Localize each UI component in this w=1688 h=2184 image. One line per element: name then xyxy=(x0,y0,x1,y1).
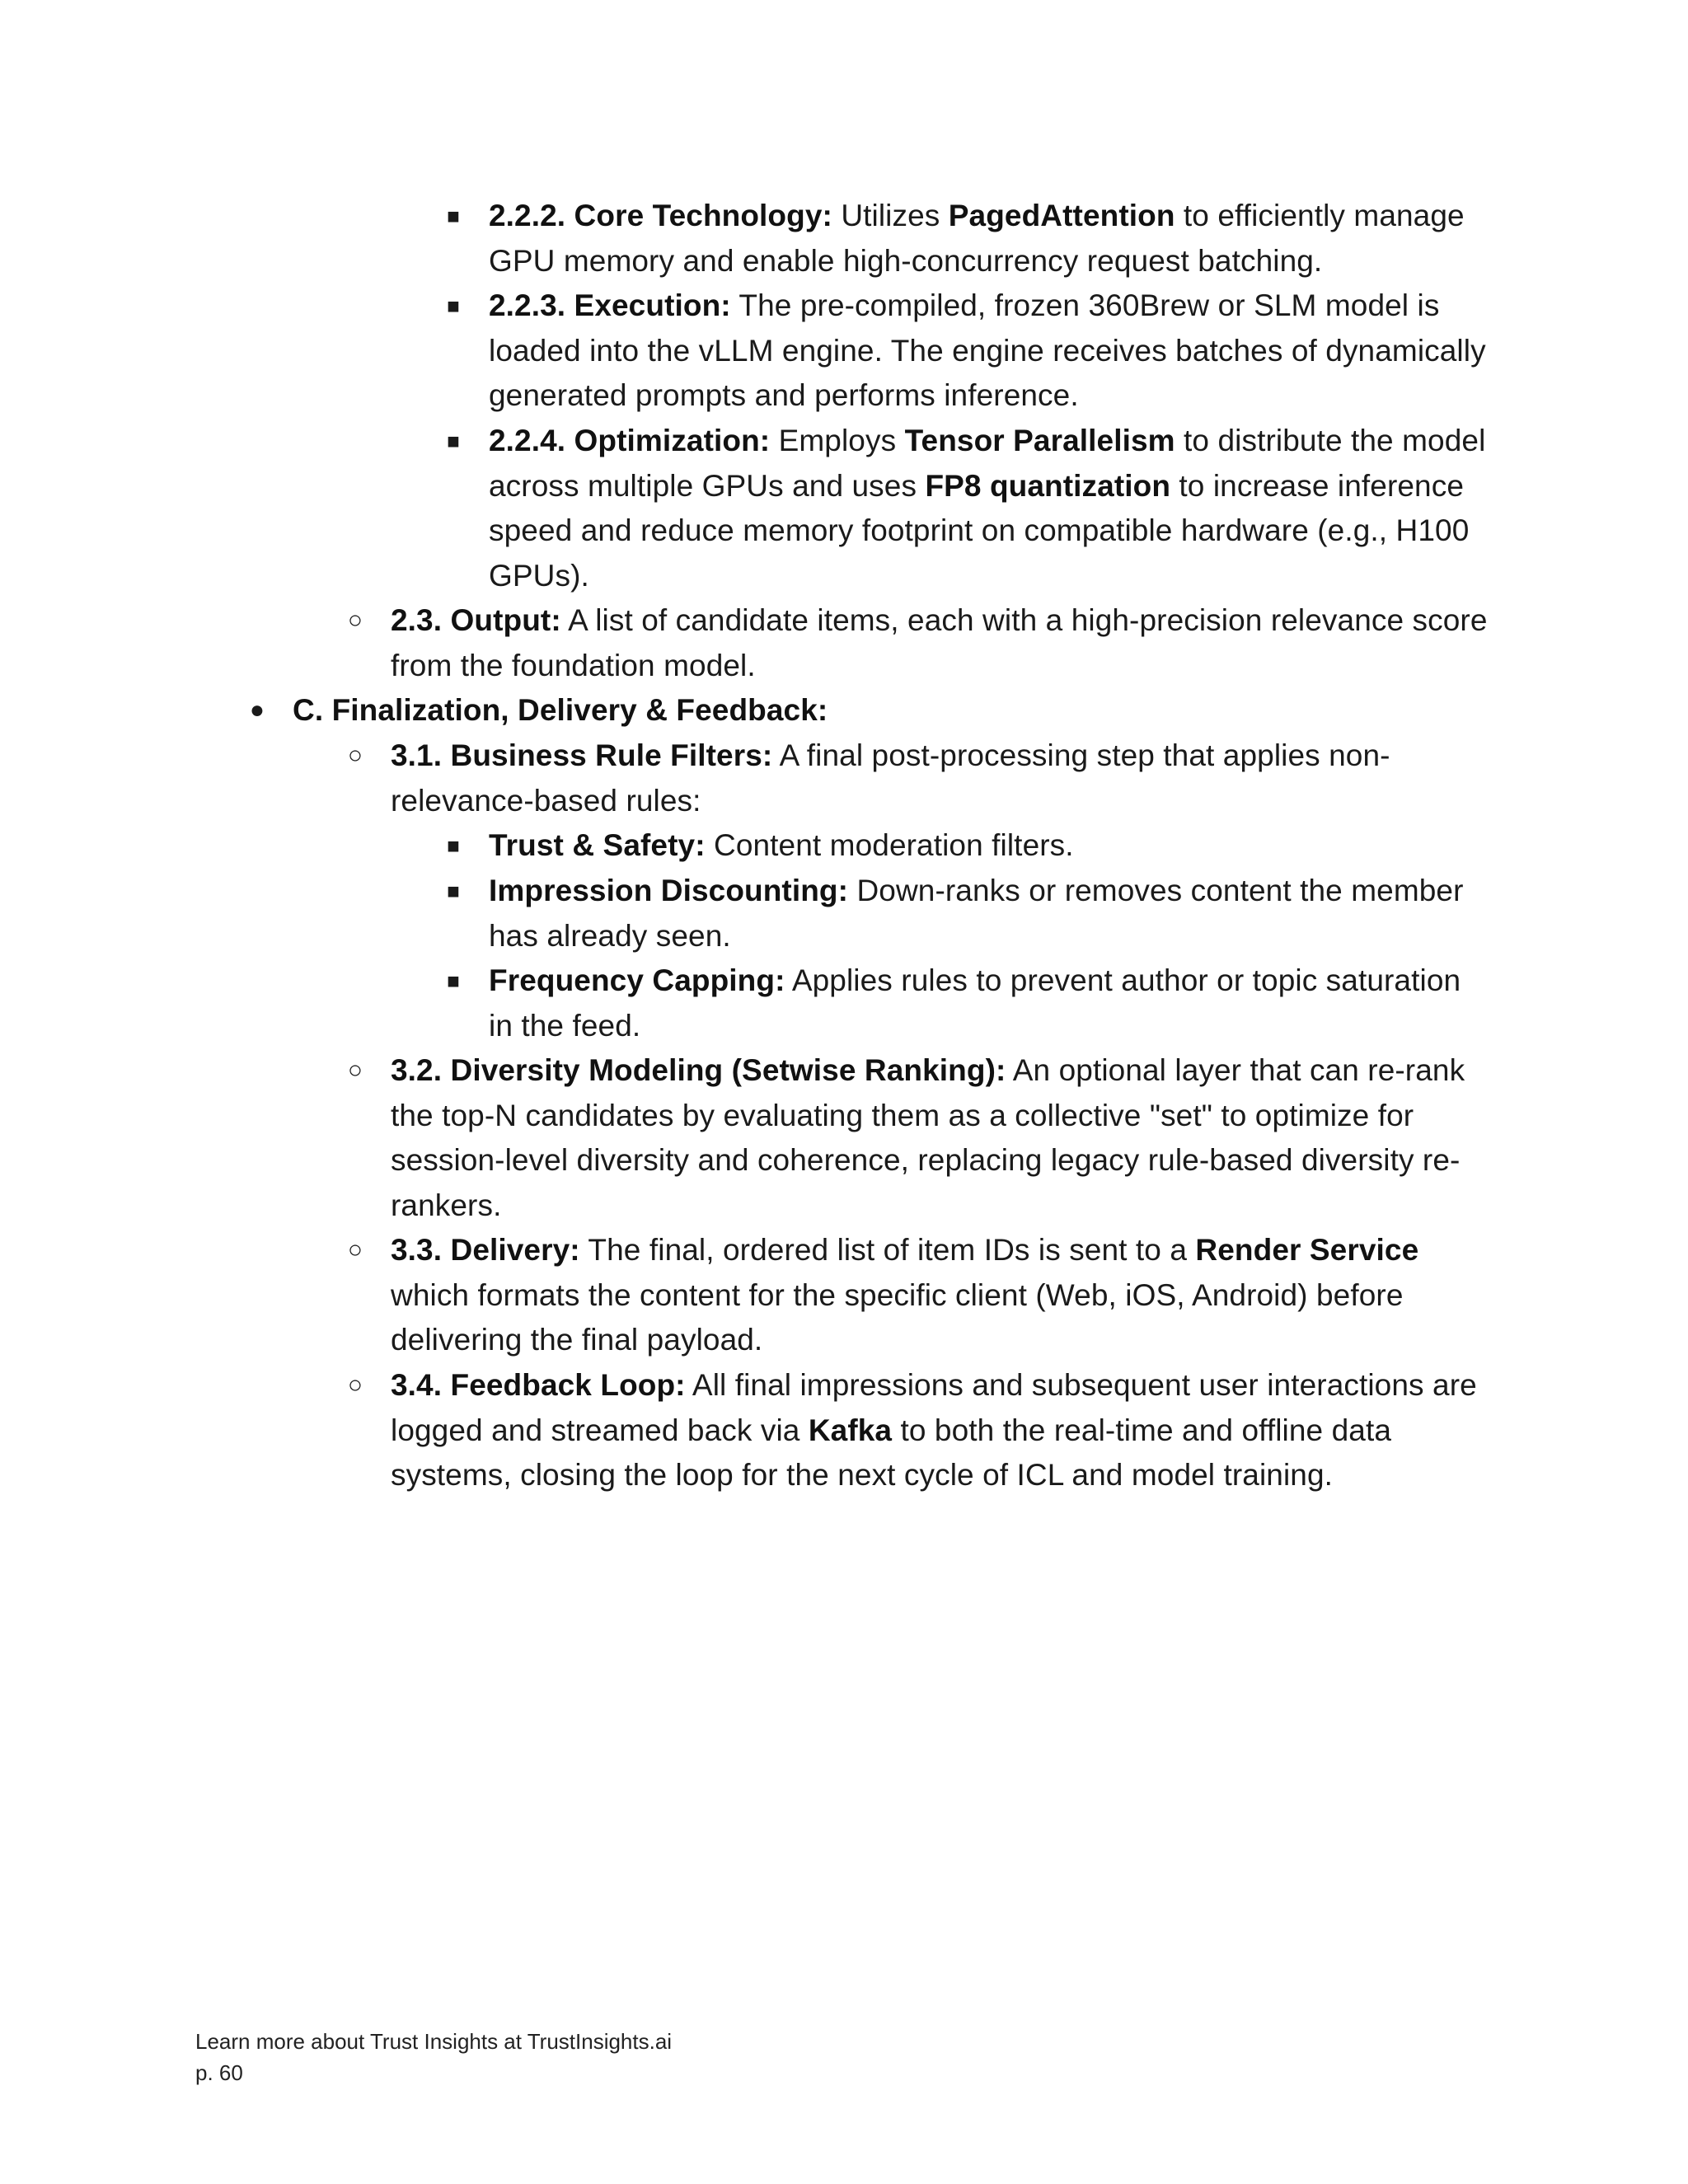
list-item-2-2-4 xyxy=(447,419,1486,598)
square-bullet-icon: ■ xyxy=(447,204,460,228)
item-text: to distribute the model across multiple GPUs and uses xyxy=(489,424,1486,503)
square-bullet-icon: ■ xyxy=(447,968,460,993)
item-emphasis: Tensor Parallelism xyxy=(904,424,1175,457)
list-item-frequency-capping xyxy=(447,958,1486,1048)
item-label: Impression Discounting: xyxy=(489,874,849,907)
circle-bullet-icon: ○ xyxy=(347,607,363,634)
item-text: The final, ordered list of item IDs is sent to a xyxy=(579,1233,1196,1267)
item-text: A list of candidate items, each with a high-precision relevance score from the foundation model. xyxy=(391,603,1488,682)
item-label: Trust & Safety: xyxy=(489,828,706,862)
list-item-3-4 xyxy=(347,1363,1495,1498)
list-item-3-1 xyxy=(347,733,1495,823)
disc-bullet-icon: ● xyxy=(249,696,265,724)
item-label: 2.2.3. Execution: xyxy=(489,288,731,322)
page-number: p. 60 xyxy=(195,2060,243,2085)
item-emphasis: PagedAttention xyxy=(948,199,1175,232)
section-label: C. Finalization, Delivery & Feedback: xyxy=(293,693,828,727)
item-emphasis: Render Service xyxy=(1195,1233,1419,1267)
square-bullet-icon: ■ xyxy=(447,293,460,318)
square-bullet-icon: ■ xyxy=(447,879,460,903)
list-item-3-2 xyxy=(347,1048,1495,1228)
item-label: 2.2.4. Optimization: xyxy=(489,424,771,457)
list-item-3-3 xyxy=(347,1228,1495,1363)
item-text: Content moderation filters. xyxy=(705,828,1074,862)
section-heading-c xyxy=(249,688,1512,733)
item-text: which formats the content for the specific client (Web, iOS, Android) before delivering the final payload. xyxy=(391,1277,1404,1357)
list-item-trust-safety xyxy=(447,823,1486,869)
item-text: Applies rules to prevent author or topic saturation in the feed. xyxy=(489,963,1461,1043)
item-text: An optional layer that can re-rank the top-N candidates by evaluating them as a collective "set" to optimize for session-level diversity and coherence, replacing legacy rule-based diversity re-rankers. xyxy=(391,1053,1465,1222)
circle-bullet-icon: ○ xyxy=(347,742,363,769)
item-emphasis: FP8 quantization xyxy=(925,468,1171,503)
item-text: to increase inference speed and reduce memory footprint on compatible hardware (e.g., H100 GPUs). xyxy=(489,468,1470,593)
circle-bullet-icon: ○ xyxy=(347,1371,363,1399)
item-label: 2.2.2. Core Technology: xyxy=(489,199,832,232)
item-label: Frequency Capping: xyxy=(489,963,785,997)
item-label: 2.3. Output: xyxy=(391,603,561,637)
item-text: All final impressions and subsequent user interactions are logged and streamed back via xyxy=(391,1368,1477,1447)
item-text: The pre-compiled, frozen 360Brew or SLM model is loaded into the vLLM engine. The engine receives batches of dynamically generated prompts and performs inference. xyxy=(489,288,1486,413)
item-text: to efficiently manage GPU memory and enable high-concurrency request batching. xyxy=(489,199,1465,278)
list-item-2-2-2 xyxy=(447,194,1486,284)
circle-bullet-icon: ○ xyxy=(347,1057,363,1084)
list-item-impression-discounting xyxy=(447,869,1486,958)
page-footer xyxy=(195,2026,672,2088)
item-label: 3.4. Feedback Loop: xyxy=(391,1368,686,1402)
item-text: Employs xyxy=(770,424,905,457)
item-label: 3.1. Business Rule Filters: xyxy=(391,738,773,772)
item-label: 3.2. Diversity Modeling (Setwise Ranking): xyxy=(391,1053,1006,1087)
list-item-2-3 xyxy=(347,598,1495,688)
item-label: 3.3. Delivery: xyxy=(391,1233,580,1267)
item-text: to both the real-time and offline data systems, closing the loop for the next cycle of ICL and model training. xyxy=(391,1413,1391,1493)
list-item-2-2-3 xyxy=(447,284,1486,419)
item-text: Utilizes xyxy=(832,199,949,232)
footer-text: Learn more about Trust Insights at TrustInsights.ai xyxy=(195,2029,673,2054)
square-bullet-icon: ■ xyxy=(447,833,460,858)
item-emphasis: Kafka xyxy=(808,1413,893,1447)
circle-bullet-icon: ○ xyxy=(347,1236,363,1263)
item-text: A final post-processing step that applies non-relevance-based rules: xyxy=(391,738,1390,818)
item-text: Down-ranks or removes content the member has already seen. xyxy=(489,874,1464,953)
square-bullet-icon: ■ xyxy=(447,429,460,453)
